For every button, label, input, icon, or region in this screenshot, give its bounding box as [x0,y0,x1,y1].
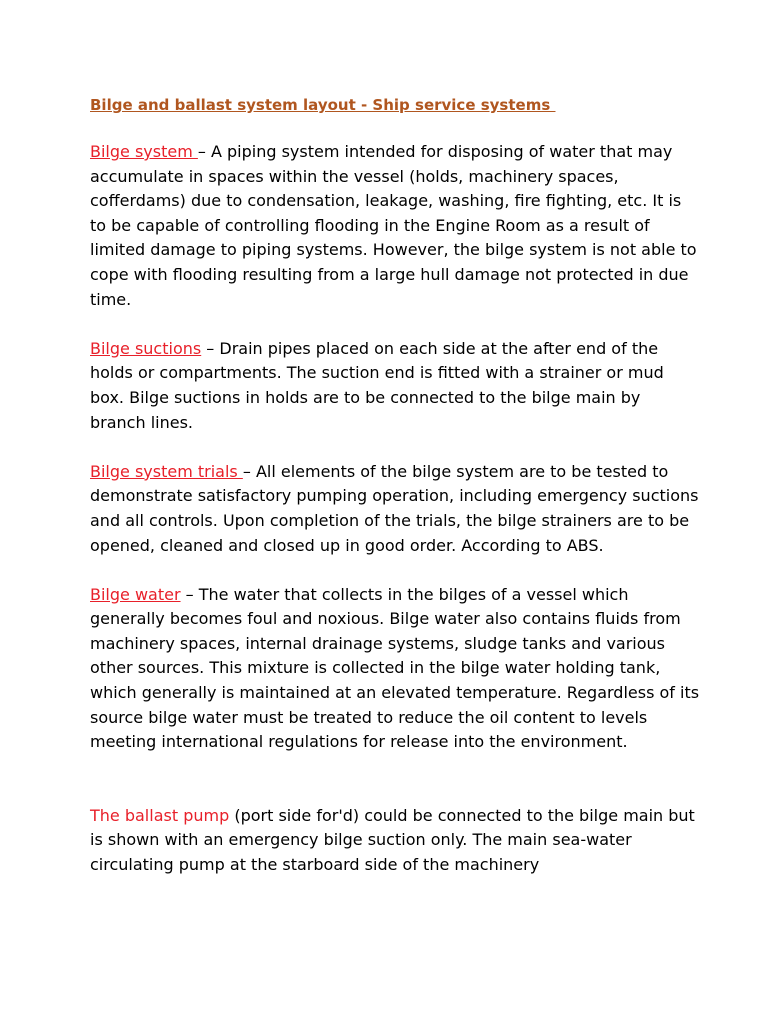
definition-bilge-system-trials: – All elements of the bilge system are to be tested to demonstrate satisfactory pumping operation, including emergency suctions and all controls. Upon completion of the trials, the bilge strainers are to be opened, cleaned and closed up in good order. According to ABS. [90,461,699,555]
definition-bilge-suctions: – Drain pipes placed on each side at the after end of the holds or compartments. The suction end is fitted with a strainer or mud box. Bilge suctions in holds are to be connected to the bilge main by branch lines. [90,338,664,432]
term-bilge-suctions: Bilge suctions [90,338,202,358]
term-bilge-system: Bilge system [90,142,198,161]
paragraph-bilge-suctions [90,337,700,435]
paragraph-bilge-system [90,140,700,312]
term-bilge-water: Bilge water [90,584,181,604]
term-ballast-pump: The ballast pump [90,805,230,825]
paragraph-bilge-water [90,583,700,755]
paragraph-bilge-system-trials [90,460,700,558]
term-bilge-system-trials: Bilge system trials [90,461,243,481]
paragraph-ballast-pump [90,804,700,878]
document-page [90,94,700,902]
definition-bilge-water: – The water that collects in the bilges of a vessel which generally becomes foul and noxious. Bilge water also contains fluids from machinery spaces, internal drainage systems, sludge tanks and various other sources. This mixture is collected in the bilge water holding tank, which generally is maintained at an elevated temperature. Regardless of its source bilge water must be treated to reduce the oil content to levels meeting international regulations for release into the environment. [90,584,700,752]
definition-bilge-system: – A piping system intended for disposing of water that may accumulate in spaces within the vessel (holds, machinery spaces, cofferdams) due to condensation, leakage, washing, fire fighting, etc. It is to be capable of controlling flooding in the Engine Room as a result of limited damage to piping systems. However, the bilge system is not able to cope with flooding resulting from a large hull damage not protected in due time. [90,142,697,309]
definition-ballast-pump: (port side for'd) could be connected to the bilge main but is shown with an emergency bilge suction only. The main sea-water circulating pump at the starboard side of the machinery [90,805,695,875]
document-title: Bilge and ballast system layout - Ship service systems [90,96,556,114]
